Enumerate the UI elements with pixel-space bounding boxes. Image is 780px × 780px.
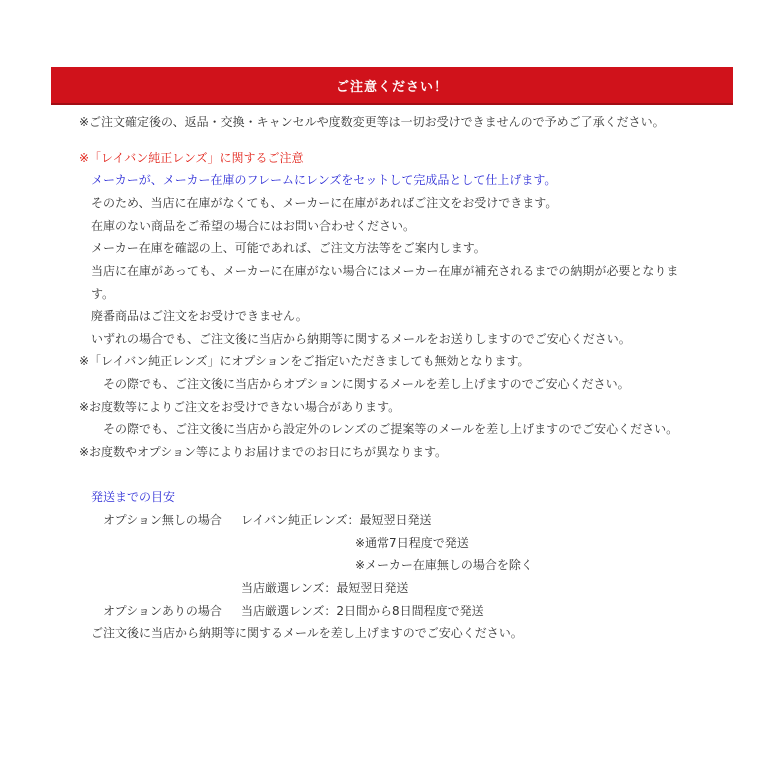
section-line: メーカー在庫を確認の上、可能であれば、ご注文方法等をご案内します。 — [91, 241, 486, 255]
section-line: 在庫のない商品をご希望の場合にはお問い合わせください。 — [91, 219, 416, 233]
shipping-selected-lens: 当店厳選レンズ：最短翌日発送 — [241, 581, 409, 595]
shipping-with-option-label: オプションありの場合 — [103, 604, 222, 618]
note-line: その際でも、ご注文後に当店から設定外のレンズのご提案等のメールを差し上げますのでご安心ください。 — [103, 422, 679, 436]
note-line: その際でも、ご注文後に当店からオプションに関するメールを差し上げますのでご安心ください。 — [103, 377, 630, 391]
note-line: ※お度数等によりご注文をお受けできない場合があります。 — [79, 400, 401, 414]
section-line: 当店に在庫があっても、メーカーに在庫がない場合にはメーカー在庫が補充されるまでの納期が必要となりま — [91, 264, 679, 278]
shipping-no-option-label: オプション無しの場合 — [103, 513, 222, 527]
notice-banner-title: ご注意ください！ — [335, 79, 448, 95]
shipping-genuine-note: ※通常7日程度で発送 — [355, 536, 469, 550]
shipping-heading: 発送までの目安 — [91, 490, 176, 504]
section-line: す。 — [91, 287, 115, 301]
shipping-genuine-lens: レイバン純正レンズ：最短翌日発送 — [241, 513, 432, 527]
section-subheading: メーカーが、メーカー在庫のフレームにレンズをセットして完成品として仕上げます。 — [91, 173, 557, 187]
note-line: ※お度数やオプション等によりお届けまでのお日にちが異なります。 — [79, 445, 448, 459]
notice-banner — [51, 67, 733, 103]
section-line: そのため、当店に在庫がなくても、メーカーに在庫があればご注文をお受けできます。 — [91, 196, 558, 210]
section-heading: ※「レイバン純正レンズ」に関するご注意 — [79, 151, 304, 165]
note-line: ※「レイバン純正レンズ」にオプションをご指定いただきましても無効となります。 — [79, 354, 530, 368]
shipping-selected-lens-option: 当店厳選レンズ：2日間から8日間程度で発送 — [241, 604, 484, 618]
section-line: いずれの場合でも、ご注文後に当店から納期等に関するメールをお送りしますのでご安心ください。 — [91, 332, 631, 346]
section-line: 廃番商品はご注文をお受けできません。 — [91, 309, 308, 323]
shipping-genuine-note: ※メーカー在庫無しの場合を除く — [355, 558, 533, 572]
shipping-footer: ご注文後に当店から納期等に関するメールを差し上げますのでご安心ください。 — [91, 626, 523, 640]
intro-notice: ※ご注文確定後の、返品・交換・キャンセルや度数変更等は一切お受けできませんので予めご了承ください。 — [79, 115, 665, 129]
